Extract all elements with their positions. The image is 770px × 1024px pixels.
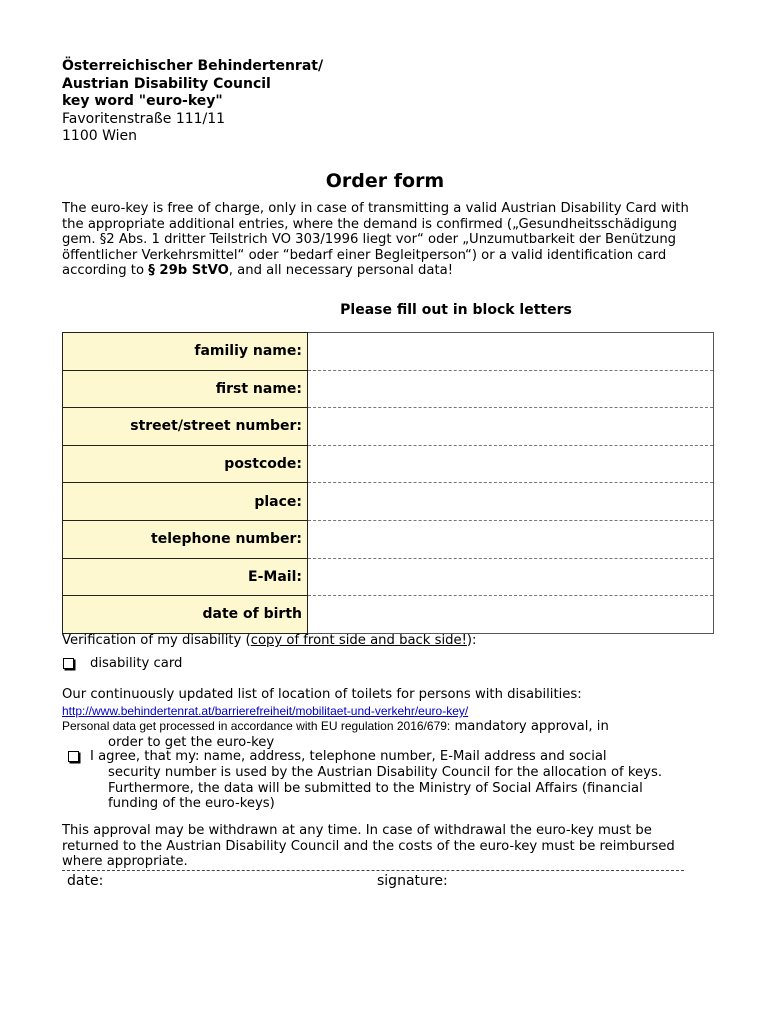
birth-field[interactable]	[308, 596, 714, 634]
telephone-label: telephone number:	[63, 520, 308, 558]
verification-text: Verification of my disability (	[62, 633, 251, 648]
address-line-4: Favoritenstraße 111/11	[62, 110, 226, 127]
privacy-note	[62, 719, 722, 750]
intro-tail: , and all necessary personal data!	[228, 263, 453, 279]
order-form-table	[62, 332, 714, 634]
intro-paragraph	[62, 201, 712, 279]
table-row	[63, 370, 714, 408]
table-row	[63, 333, 714, 371]
address-line-3: key word "euro-key"	[62, 93, 223, 109]
email-label: E-Mail:	[63, 558, 308, 596]
table-row	[63, 445, 714, 483]
table-row	[63, 408, 714, 446]
table-row	[63, 558, 714, 596]
privacy-line-2: order to get the euro-key	[108, 734, 275, 750]
agreement	[68, 749, 718, 812]
verification-note	[62, 633, 477, 648]
privacy-rest: mandatory approval, in	[450, 719, 609, 734]
verification-underlined: copy of front side and back side!	[250, 633, 467, 648]
fill-hint: Please fill out in block letters	[340, 302, 572, 318]
address-line-5: 1100 Wien	[62, 128, 137, 144]
place-field[interactable]	[308, 483, 714, 521]
table-row	[63, 483, 714, 521]
postcode-field[interactable]	[308, 445, 714, 483]
privacy-small: Personal data get processed in accordance with EU regulation 2016/679:	[62, 719, 451, 733]
signature-label[interactable]: signature:	[377, 873, 448, 889]
withdraw-note: This approval may be withdrawn at any time. In case of withdrawal the euro-key must be returned to the Austrian Disability Council and the costs of the euro-key must be reimbursed where appropriate.	[62, 823, 675, 869]
postcode-label: postcode:	[63, 445, 308, 483]
page-title: Order form	[325, 170, 445, 192]
family-name-field[interactable]	[308, 333, 714, 371]
disability-card-label: disability card	[90, 656, 183, 671]
toilets-text: Our continuously updated list of location of toilets for persons with disabilities:	[62, 687, 582, 702]
signature-divider	[62, 870, 684, 871]
recipient-address	[62, 58, 323, 146]
agree-line-2: security number is used by the Austrian Disability Council for the allocation of keys.	[108, 764, 663, 780]
disability-card-option	[62, 656, 182, 671]
intro-text: The euro-key is free of charge, only in case of transmitting a valid Austrian Disability Card with the appropriate additional entries, where the demand is confirmed („Gesundheitsschädigung gem. §2 Abs. 1 dritter Teilstrich VO 303/1996 liegt vor“ oder „Unzumutbarkeit der Benützung öffentlicher Verkehrsmittel“ oder “bedarf einer Begleitperson“) or a valid identification card according to	[62, 201, 689, 279]
disability-card-checkbox[interactable]	[63, 658, 74, 669]
place-label: place:	[63, 483, 308, 521]
address-line-2: Austrian Disability Council	[62, 75, 271, 92]
telephone-field[interactable]	[308, 520, 714, 558]
table-row	[63, 596, 714, 634]
birth-label: date of birth	[63, 596, 308, 634]
table-row	[63, 520, 714, 558]
intro-bold: § 29b StVO	[148, 263, 229, 279]
family-name-label: familiy name:	[63, 333, 308, 371]
agree-line-1: I agree, that my: name, address, telephone number, E-Mail address and social	[90, 749, 607, 764]
agree-checkbox[interactable]	[68, 751, 79, 762]
agree-line-3: Furthermore, the data will be submitted to the Ministry of Social Affairs (financial	[108, 780, 643, 796]
street-field[interactable]	[308, 408, 714, 446]
street-label: street/street number:	[63, 408, 308, 446]
date-label[interactable]: date:	[67, 873, 104, 889]
toilets-link[interactable]: http://www.behindertenrat.at/barrierefreiheit/mobilitaet-und-verkehr/euro-key/	[62, 704, 469, 718]
email-field[interactable]	[308, 558, 714, 596]
agree-line-4: funding of the euro-keys)	[108, 796, 275, 812]
address-line-1: Österreichischer Behindertenrat/	[62, 58, 324, 74]
first-name-label: first name:	[63, 370, 308, 408]
verification-tail: ):	[466, 633, 477, 648]
first-name-field[interactable]	[308, 370, 714, 408]
